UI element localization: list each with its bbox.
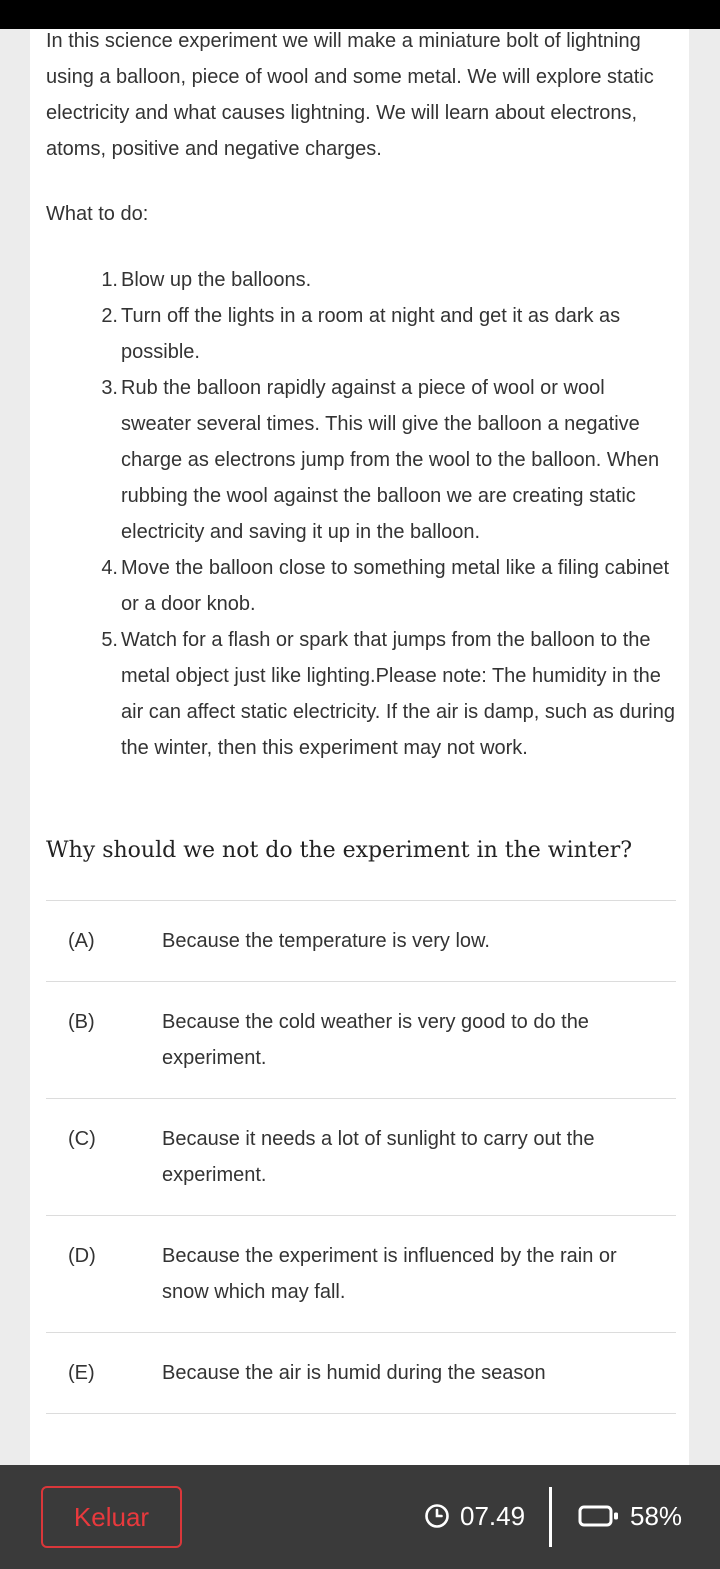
option-letter: (B) [68,1011,95,1033]
step-number: 3. [101,377,118,399]
option-text: Because the air is humid during the season [162,1362,546,1384]
step-number: 4. [101,557,118,579]
list-item [46,550,676,622]
timer-value: 07.49 [460,1500,526,1531]
answer-option-b[interactable] [46,982,676,1099]
list-item [46,370,676,550]
step-number: 1. [101,269,118,291]
question-card[interactable] [30,29,689,1469]
option-text: Because the temperature is very low. [162,930,490,952]
option-text: Because the experiment is influenced by the rain or snow which may fall. [162,1245,617,1303]
option-letter: (A) [68,930,95,952]
step-text: Watch for a flash or spark that jumps from the balloon to the metal object just like lighting.Please note: The humidity in the air can affect static electricity. If the air is damp, such as during the winter, then this experiment may not work. [121,629,675,759]
toolbar-divider [549,1487,552,1547]
battery-status [578,1498,682,1534]
option-letter: (C) [68,1128,96,1150]
question-text: Why should we not do the experiment in the winter? [46,838,633,863]
passage-subheading: What to do: [46,203,149,225]
step-number: 2. [101,305,118,327]
step-text: Blow up the balloons. [121,269,312,291]
step-text: Move the balloon close to something metal like a filing cabinet or a door knob. [121,557,670,615]
clock-icon [424,1503,450,1529]
answer-options [46,900,676,1414]
step-text: Turn off the lights in a room at night and get it as dark as possible. [121,305,621,363]
battery-value: 58% [630,1500,683,1531]
steps-list [46,262,676,766]
battery-icon [578,1504,620,1528]
status-bar [0,0,720,29]
step-number: 5. [101,629,118,651]
option-letter: (D) [68,1245,96,1267]
timer [424,1498,525,1534]
passage-intro: In this science experiment we will make a miniature bolt of lightning using a balloon, piece of wool and some metal. We will explore static electricity and what causes lightning. We will learn about electrons, atoms, positive and negative charges. [46,30,654,160]
list-item [46,298,676,370]
answer-option-c[interactable] [46,1099,676,1216]
list-item [46,622,676,766]
answer-option-e[interactable] [46,1333,676,1414]
exit-button[interactable]: Keluar [41,1486,182,1548]
answer-option-a[interactable] [46,901,676,982]
question-content [46,29,676,1414]
list-item [46,262,676,298]
option-letter: (E) [68,1362,95,1384]
bottom-toolbar [0,1465,720,1569]
answer-option-d[interactable] [46,1216,676,1333]
option-text: Because the cold weather is very good to do the experiment. [162,1011,589,1069]
step-text: Rub the balloon rapidly against a piece of wool or wool sweater several times. This will give the balloon a negative charge as electrons jump from the wool to the balloon. When rubbing the wool against the balloon we are creating static electricity and saving it up in the balloon. [121,377,660,543]
option-text: Because it needs a lot of sunlight to carry out the experiment. [162,1128,595,1186]
